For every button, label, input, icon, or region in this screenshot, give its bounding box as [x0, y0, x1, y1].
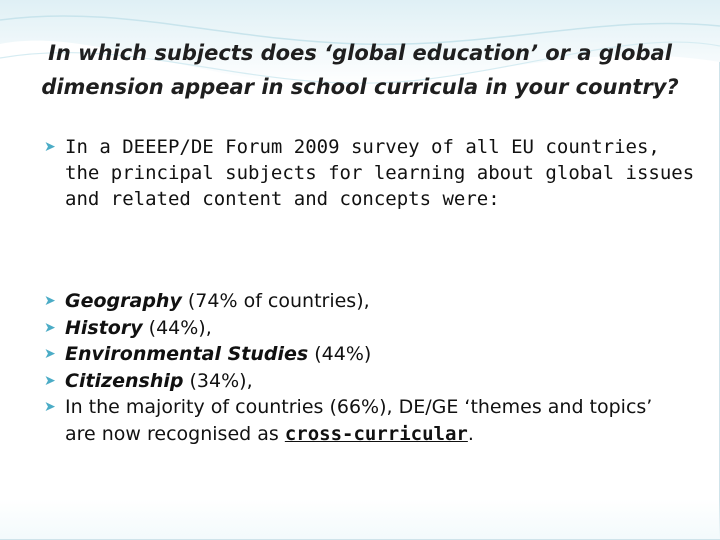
closing-end: .: [467, 422, 474, 445]
bullet-arrow-icon: ➤: [44, 346, 56, 362]
bullet-arrow-icon: ➤: [44, 319, 56, 336]
subject-list: [44, 288, 684, 447]
bullet-arrow-icon: ➤: [44, 399, 56, 415]
subject-detail: (44%): [308, 343, 372, 365]
slide-title: In which subjects does ‘global education’ or a global dimension appear in school curricula in your country?: [41, 41, 679, 99]
intro-paragraph: [44, 134, 705, 212]
subject-detail: (74% of countries),: [181, 290, 370, 312]
subject-name: Geography: [65, 290, 182, 312]
bullet-arrow-icon: ➤: [44, 139, 56, 155]
list-item: [44, 368, 684, 395]
subject-detail: (44%),: [142, 316, 212, 339]
bullet-arrow-icon: ➤: [44, 372, 56, 389]
subject-name: Citizenship: [65, 369, 184, 392]
intro-text: In a DEEEP/DE Forum 2009 survey of all EU countries, the principal subjects for learning about global issues and related content and concepts were:: [65, 136, 695, 210]
bullet-arrow-icon: ➤: [44, 293, 56, 309]
list-item-closing: [44, 394, 684, 447]
subject-detail: (34%),: [183, 369, 253, 392]
bottom-fade-decoration: [0, 499, 720, 539]
cross-curricular-emphasis: cross-curricular: [284, 422, 468, 445]
list-item: [44, 341, 684, 368]
closing-text: In the majority of countries (66%), DE/GE ‘themes and topics’ are now recognised as: [65, 396, 653, 445]
list-item: [44, 315, 684, 342]
subject-name: History: [65, 316, 143, 339]
list-item: [44, 288, 684, 315]
subject-name: Environmental Studies: [65, 343, 309, 365]
